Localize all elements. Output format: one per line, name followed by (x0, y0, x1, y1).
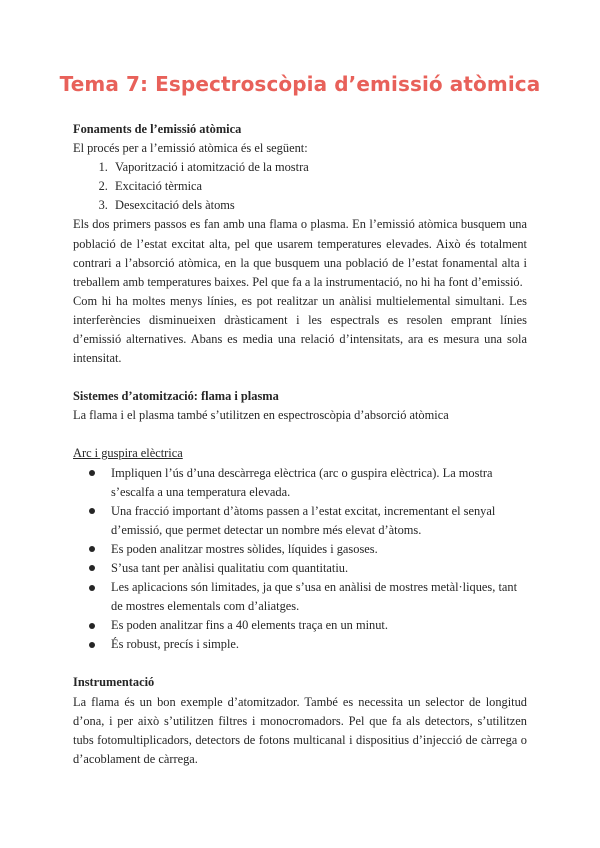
list-item: 3. Desexcitació dels àtoms (111, 196, 527, 215)
list-item: Es poden analitzar mostres sòlides, líquides i gasoses. (111, 540, 527, 559)
arc-bullets-list (73, 464, 527, 655)
page-title: Tema 7: Espectroscòpia d’emissió atòmica (59, 72, 541, 96)
paragraph: La flama i el plasma també s’utilitzen en espectroscòpia d’absorció atòmica (73, 408, 449, 423)
paragraph: Com hi ha moltes menys línies, es pot realitzar un anàlisi multielemental simultani. Les interferències disminueixen dràsticament i les espectrals es resolen emprant línies d’emissió alternatives. Abans es media una relació d’intensitats, ara es mesura una sola intensitat. (73, 293, 527, 366)
paragraph: La flama és un bon exemple d’atomitzador. També es necessita un selector de longitud d’ona, i per això s’utilitzen filtres i monocromadors. Pel que fa als detectors, s’utilitzen tubs fotomultiplicadors, detectors de fotons multicanal i dispositius d’injecció de càrrega o d’acoblament de càrrega. (73, 694, 527, 766)
spacer (73, 425, 527, 444)
section-heading-atomitzacio: Sistemes d’atomització: flama i plasma (73, 389, 279, 404)
section-intro: El procés per a l’emissió atòmica és el següent: (73, 141, 308, 156)
list-item: Es poden analitzar fins a 40 elements traça en un minut. (111, 616, 527, 635)
spacer (73, 368, 527, 387)
list-item: S’usa tant per anàlisi qualitatiu com quantitatiu. (111, 559, 527, 578)
list-item: 1. Vaporització i atomització de la mostra (111, 158, 527, 177)
list-item: Impliquen l’ús d’una descàrrega elèctrica (arc o guspira elèctrica). La mostra s’escalfa a una temperatura elevada. (111, 464, 527, 502)
list-item: Una fracció important d’àtoms passen a l’estat excitat, incrementant el senyal d’emissió, que permet detectar un nombre més elevat d’àtoms. (111, 502, 527, 540)
subsection-heading-arc: Arc i guspira elèctrica (73, 446, 183, 461)
list-item: Les aplicacions són limitades, ja que s’usa en anàlisi de mostres metàl·liques, tant de mostres elementals com d’aliatges. (111, 578, 527, 616)
list-item: 2. Excitació tèrmica (111, 177, 527, 196)
section-heading-fonaments: Fonaments de l’emissió atòmica (73, 122, 242, 136)
process-steps-list (73, 158, 527, 215)
section-heading-instrumentacio: Instrumentació (73, 675, 155, 690)
paragraph: Els dos primers passos es fan amb una flama o plasma. En l’emissió atòmica busquem una població de l’estat excitat alta, pel que usarem temperatures elevades. Això és totalment contrari a l’absorció atòmica, en la que busquem una població de l’estat fonamental alta i treballem amb temperatures baixes. Pel que fa a la instrumentació, no hi ha font d’emissió. (73, 217, 527, 289)
document-body (73, 120, 527, 769)
spacer (73, 654, 527, 673)
list-item: És robust, precís i simple. (111, 635, 527, 654)
